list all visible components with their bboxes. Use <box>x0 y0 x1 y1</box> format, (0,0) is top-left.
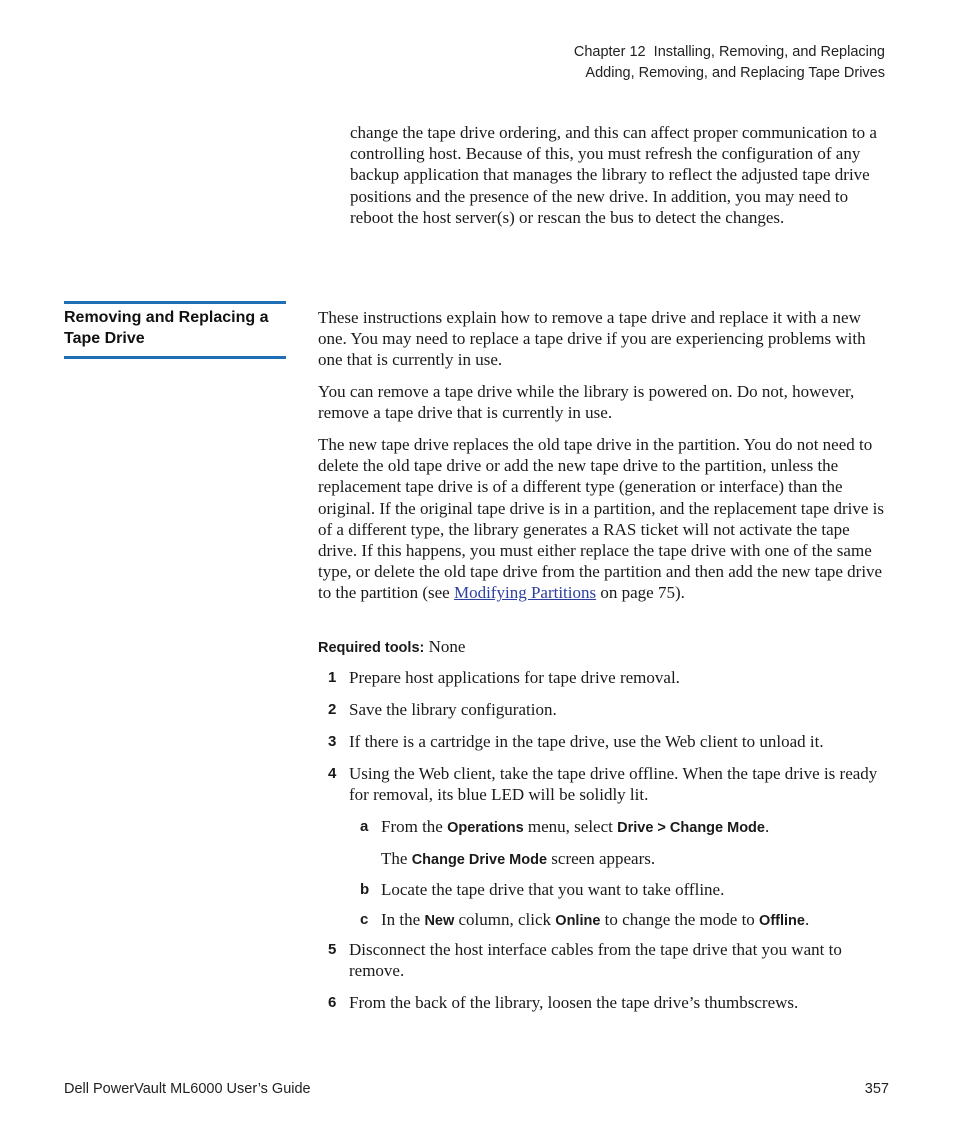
footer-title: Dell PowerVault ML6000 User’s Guide <box>64 1081 311 1097</box>
required-tools-value: None <box>424 637 466 656</box>
substep-text: In the New column, click Online to change the mode to Offline. <box>381 910 810 929</box>
section-paragraph-3 <box>318 434 890 604</box>
substep-letter: a <box>360 818 369 835</box>
change-drive-mode-screen-name: Change Drive Mode <box>411 852 548 868</box>
operations-menu-name: Operations <box>447 820 524 836</box>
step-text: Using the Web client, take the tape drive offline. When the tape drive is ready for removal, its blue LED will be solidly lit. <box>349 764 878 805</box>
substep-a-result <box>350 848 910 871</box>
step-3 <box>318 731 918 752</box>
drive-change-mode-command: Drive > Change Mode <box>617 820 765 836</box>
footer-page-number: 357 <box>864 1081 889 1097</box>
step-6 <box>318 992 908 1013</box>
running-header <box>574 42 885 84</box>
step-number: 2 <box>328 701 337 718</box>
step-text: If there is a cartridge in the tape drive, use the Web client to unload it. <box>349 732 824 751</box>
step-text: Disconnect the host interface cables from the tape drive that you want to remove. <box>349 940 842 981</box>
step-4 <box>318 763 890 805</box>
step-number: 3 <box>328 733 337 750</box>
intro-paragraph: change the tape drive ordering, and this can affect proper communication to a controlling host. Because of this, you must refresh the configuration of any backup application that manages the library to reflect the adjusted tape drive positions and the presence of the new drive. In addition, you may need to reboot the host server(s) or rescan the bus to detect the changes. <box>350 123 877 227</box>
section-paragraph-2: You can remove a tape drive while the library is powered on. Do not, however, remove a tape drive that is currently in use. <box>318 382 855 423</box>
step-number: 5 <box>328 941 337 958</box>
step-number: 1 <box>328 669 337 686</box>
online-option-name: Online <box>555 913 601 929</box>
new-column-name: New <box>424 913 455 929</box>
step-number: 6 <box>328 994 337 1011</box>
required-tools <box>318 636 890 659</box>
header-chapter: Chapter 12 Installing, Removing, and Replacing <box>573 44 885 60</box>
substep-text: From the Operations menu, select Drive > Change Mode. <box>381 817 770 836</box>
required-tools-label: Required tools: <box>318 640 425 656</box>
step-5 <box>318 939 890 981</box>
substep-letter: c <box>360 911 369 928</box>
section-paragraph-1: These instructions explain how to remove a tape drive and replace it with a new one. You may need to replace a tape drive if you are experiencing problems with one that is currently in use. <box>318 308 866 370</box>
substep-a <box>350 816 910 839</box>
header-section: Adding, Removing, and Replacing Tape Drives <box>585 65 885 81</box>
substep-c <box>350 909 910 932</box>
step-2 <box>318 699 908 720</box>
step-number: 4 <box>328 765 337 782</box>
step-text: From the back of the library, loosen the tape drive’s thumbscrews. <box>349 993 799 1012</box>
step-1 <box>318 667 908 688</box>
substep-text: Locate the tape drive that you want to take offline. <box>381 880 725 899</box>
section-heading: Removing and Replacing a Tape Drive <box>64 301 286 359</box>
substep-b <box>350 879 910 900</box>
substep-result-text: The Change Drive Mode screen appears. <box>381 849 656 868</box>
modifying-partitions-link[interactable]: Modifying Partitions <box>453 583 597 603</box>
paragraph-3-text: The new tape drive replaces the old tape drive in the partition. You do not need to delete the old tape drive or add the new tape drive to the partition, unless the replacement tape drive is of a different type (generation or interface) than the original. If the original tape drive is in a partition, and the replacement tape drive is of a different type, the library generates a RAS ticket will not activate the tape drive. If this happens, you must either replace the tape drive with one of the same type, or delete the old tape drive from the partition and then add the new tape drive to the partition (see <box>318 435 884 603</box>
paragraph-3-tail: on page 75). <box>596 583 685 603</box>
step-text: Prepare host applications for tape drive removal. <box>349 668 680 687</box>
substep-letter: b <box>360 881 370 898</box>
offline-option-name: Offline <box>759 913 805 929</box>
step-text: Save the library configuration. <box>349 700 557 719</box>
